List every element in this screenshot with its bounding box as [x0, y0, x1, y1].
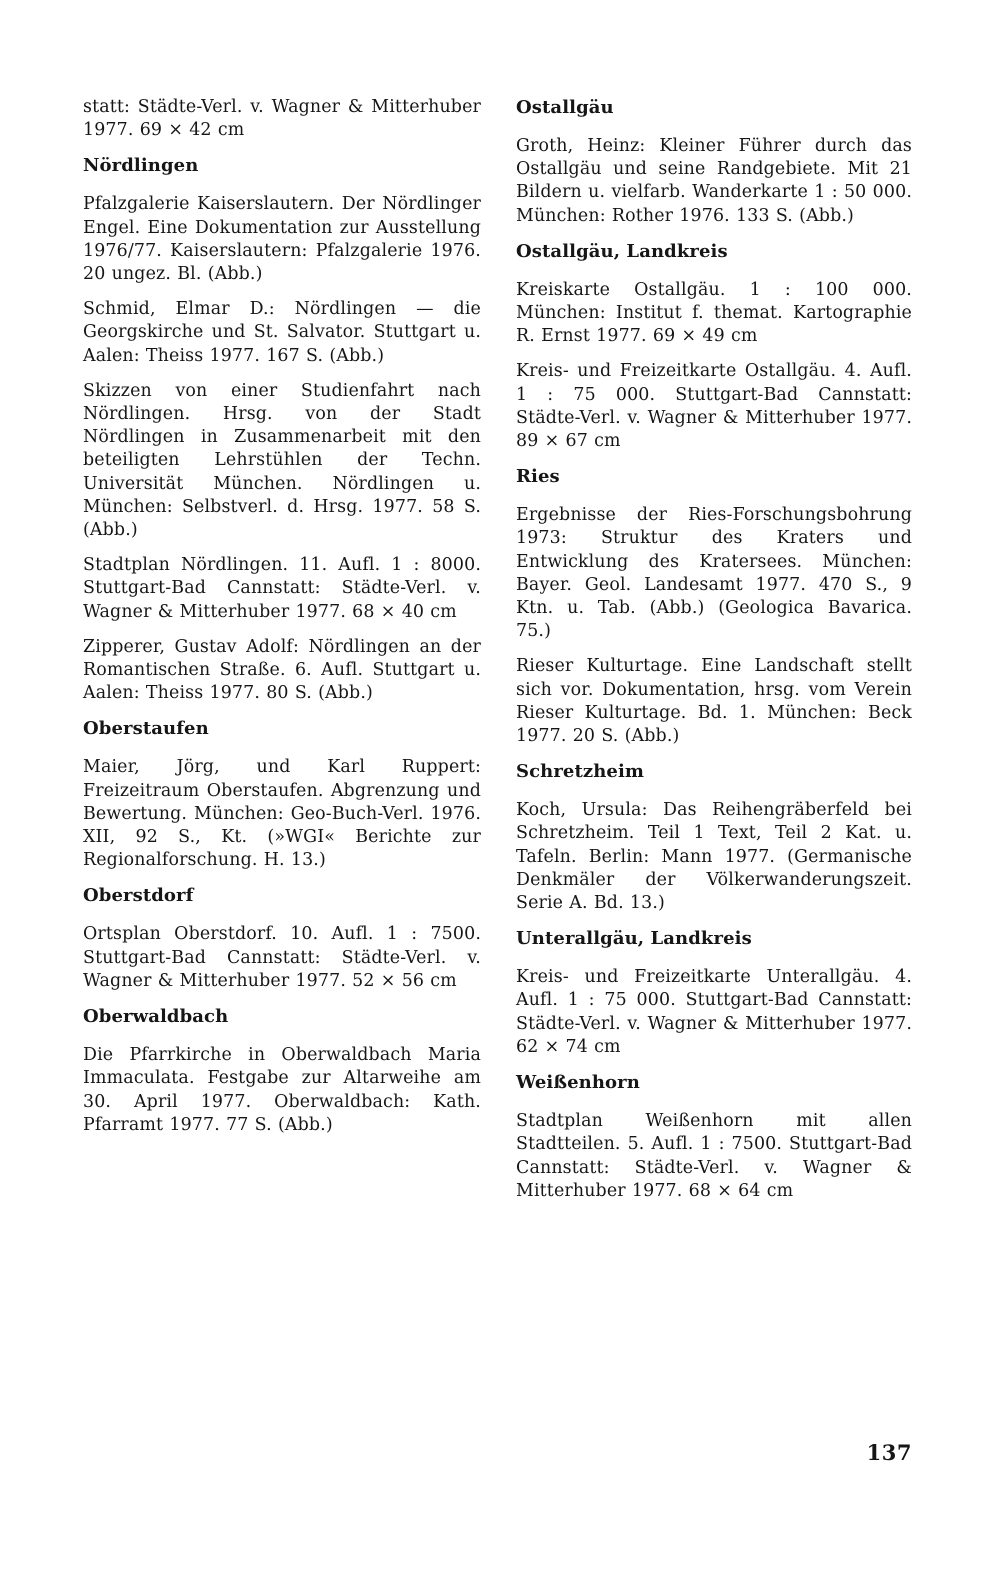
section-heading: Ostallgäu, Landkreis — [516, 240, 728, 262]
bibliography-entry: Maier, Jörg, und Karl Ruppert: Freizeitraum Oberstaufen. Abgrenzung und Bewertung. München: Geo-Buch-Verl. 1976. XII, 92 S., Kt. (»WGI« Berichte zur Regionalforschung. H. 13.) — [83, 757, 481, 871]
section-ostallgaeu-landkreis — [516, 240, 912, 453]
section-heading: Schretzheim — [516, 761, 645, 783]
bibliography-entry: Kreiskarte Ostallgäu. 1 : 100 000. München: Institut f. themat. Kartographie R. Ernst 1977. 69 × 49 cm — [516, 279, 912, 347]
bibliography-entry: Stadtplan Weißenhorn mit allen Stadtteilen. 5. Aufl. 1 : 7500. Stuttgart-Bad Cannstatt: Städte-Verl. v. Wagner & Mitterhuber 1977. 68 × 64 cm — [516, 1111, 912, 1201]
bibliography-entry: Die Pfarrkirche in Oberwaldbach Maria Immaculata. Festgabe zur Altarweihe am 30. April 1977. Oberwaldbach: Kath. Pfarramt 1977. 77 S. (Abb.) — [83, 1045, 481, 1135]
section-heading: Oberstdorf — [83, 885, 194, 907]
section-heading: Unterallgäu, Landkreis — [516, 928, 752, 950]
section-ostallgaeu — [516, 96, 912, 228]
section-heading: Oberwaldbach — [83, 1006, 229, 1028]
bibliography-entry: Ortsplan Oberstdorf. 10. Aufl. 1 : 7500. Stuttgart-Bad Cannstatt: Städte-Verl. v. Wagner & Mitterhuber 1977. 52 × 56 cm — [83, 924, 481, 991]
section-heading: Oberstaufen — [83, 718, 209, 740]
bibliography-entry: Pfalzgalerie Kaiserslautern. Der Nördlinger Engel. Eine Dokumentation zur Ausstellung 1976/77. Kaiserslautern: Pfalzgalerie 1976. 20 ungez. Bl. (Abb.) — [83, 194, 481, 285]
page-number: 137 — [866, 1440, 912, 1465]
bibliography-entry: Koch, Ursula: Das Reihengräberfeld bei Schretzheim. Teil 1 Text, Teil 2 Kat. u. Tafeln. Berlin: Mann 1977. (Germanische Denkmäler der Völkerwanderungszeit. Serie A. Bd. 13.) — [516, 800, 912, 914]
bibliography-entry: Skizzen von einer Studienfahrt nach Nördlingen. Hrsg. von der Stadt Nördlingen in Zusammenarbeit mit den beteiligten Lehrstühlen der Techn. Universität München. Nördlingen u. München: Selbstverl. d. Hrsg. 1977. 58 S. (Abb.) — [83, 380, 481, 541]
section-oberstdorf — [83, 884, 481, 993]
section-oberstaufen — [83, 717, 481, 872]
bibliography-entry: Stadtplan Nördlingen. 11. Aufl. 1 : 8000. Stuttgart-Bad Cannstatt: Städte-Verl. v. Wagner & Mitterhuber 1977. 68 × 40 cm — [83, 555, 481, 622]
bibliography-entry: Zipperer, Gustav Adolf: Nördlingen an der Romantischen Straße. 6. Aufl. Stuttgart u. Aalen: Theiss 1977. 80 S. (Abb.) — [83, 636, 481, 704]
left-column — [83, 96, 481, 1141]
section-schretzheim — [516, 760, 912, 915]
section-noerdlingen — [83, 154, 481, 705]
section-heading: Ostallgäu — [516, 97, 614, 118]
bibliography-entry: Ergebnisse der Ries-Forschungsbohrung 1973: Struktur des Kraters und Entwicklung des Kratersees. München: Bayer. Geol. Landesamt 1977. 470 S., 9 Ktn. u. Tab. (Abb.) (Geologica Bavarica. 75.) — [516, 505, 912, 642]
section-oberwaldbach — [83, 1005, 481, 1137]
section-unterallgaeu-landkreis — [516, 927, 912, 1059]
section-heading: Weißenhorn — [516, 1072, 640, 1094]
section-weissenhorn — [516, 1071, 912, 1203]
continued-entry: statt: Städte-Verl. v. Wagner & Mitterhuber 1977. 69 × 42 cm — [83, 97, 481, 141]
bibliography-entry: Schmid, Elmar D.: Nördlingen — die Georgskirche und St. Salvator. Stuttgart u. Aalen: Theiss 1977. 167 S. (Abb.) — [83, 299, 481, 366]
bibliography-entry: Groth, Heinz: Kleiner Führer durch das Ostallgäu und seine Randgebiete. Mit 21 Bildern u. vielfarb. Wanderkarte 1 : 50 000. München: Rother 1976. 133 S. (Abb.) — [516, 136, 912, 226]
section-ries — [516, 465, 912, 748]
section-heading: Nördlingen — [83, 155, 199, 177]
right-column — [516, 96, 912, 1207]
bibliography-entry: Rieser Kulturtage. Eine Landschaft stellt sich vor. Dokumentation, hrsg. vom Verein Rieser Kulturtage. Bd. 1. München: Beck 1977. 20 S. (Abb.) — [516, 656, 912, 747]
bibliography-entry: Kreis- und Freizeitkarte Ostallgäu. 4. Aufl. 1 : 75 000. Stuttgart-Bad Cannstatt: Städte-Verl. v. Wagner & Mitterhuber 1977. 89 × 67 cm — [516, 361, 912, 452]
bibliography-entry: Kreis- und Freizeitkarte Unterallgäu. 4. Aufl. 1 : 75 000. Stuttgart-Bad Cannstatt: Städte-Verl. v. Wagner & Mitterhuber 1977. 62 × 74 cm — [516, 967, 912, 1057]
section-heading: Ries — [516, 466, 560, 488]
